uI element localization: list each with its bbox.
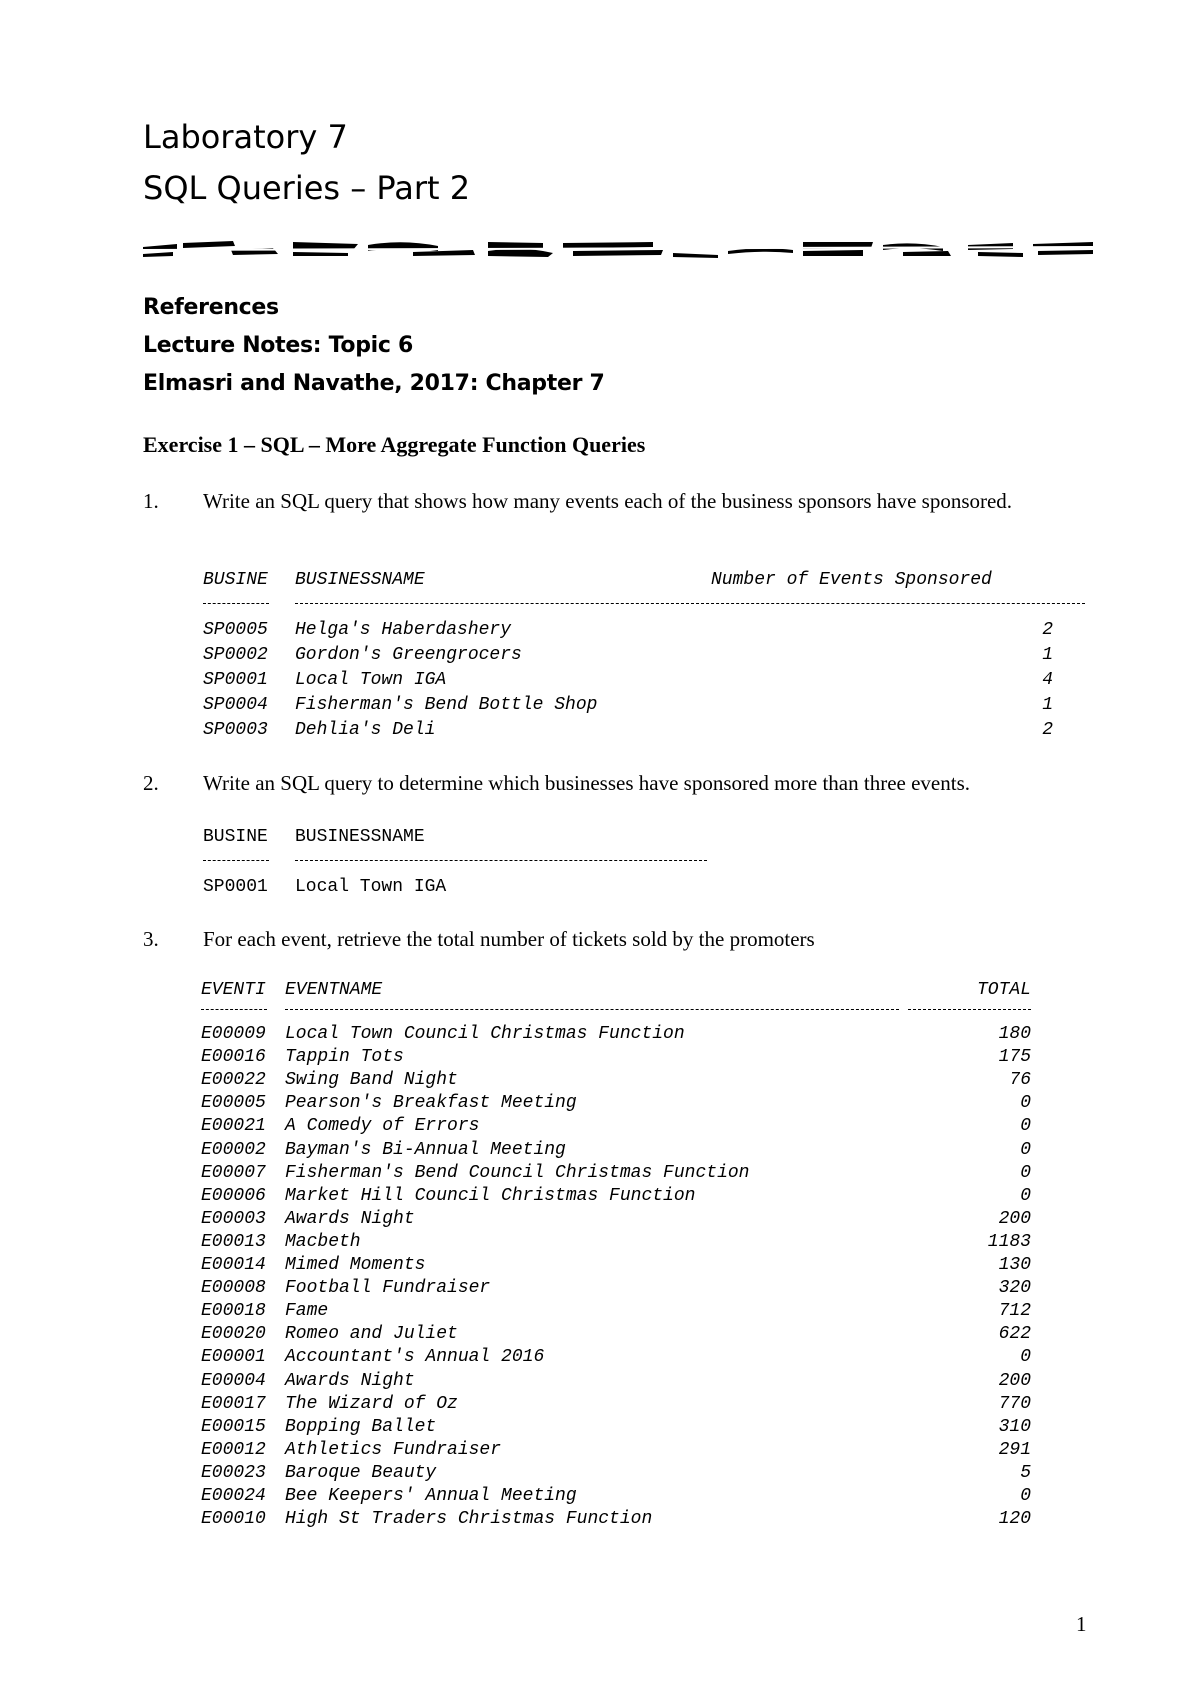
q3-table-header [201, 979, 1031, 1002]
q1-col-name: BUSINESSNAME [295, 570, 425, 590]
question-3-number: 3. [143, 927, 159, 951]
q1-row-id: SP0003 [203, 720, 268, 740]
reference-textbook: Elmasri and Navathe, 2017: Chapter 7 [143, 371, 605, 396]
q3-header-rule-2 [285, 1009, 899, 1010]
table-row [201, 1231, 1031, 1254]
q2-header-rule-1 [203, 860, 269, 861]
question-3 [143, 926, 1093, 954]
q1-row-name: Local Town IGA [295, 670, 447, 690]
q3-row-id: E00017 [201, 1393, 266, 1414]
q1-row-count: 1 [1042, 645, 1053, 665]
q3-row-id: E00003 [201, 1208, 266, 1229]
q1-col-id: BUSINE [203, 570, 268, 590]
table-row [201, 1300, 1031, 1323]
table-row [201, 1023, 1031, 1046]
q1-row-id: SP0005 [203, 620, 268, 640]
q3-row-total: 0 [1020, 1139, 1031, 1160]
q1-col-count: Number of Events Sponsored [711, 570, 992, 590]
q2-table-header [203, 826, 803, 849]
table-row [201, 1346, 1031, 1369]
table-row [201, 1393, 1031, 1416]
q3-row-name: Football Fundraiser [285, 1278, 491, 1299]
table-row [201, 1208, 1031, 1231]
q3-row-total: 180 [998, 1024, 1031, 1044]
q2-table-row [203, 876, 803, 899]
page-number: 1 [1076, 1612, 1087, 1636]
table-row [201, 1370, 1031, 1393]
question-1-number: 1. [143, 489, 159, 513]
q3-row-name: High St Traders Christmas Function [285, 1509, 653, 1530]
q3-col-total: TOTAL [976, 980, 1031, 1000]
q3-row-id: E00021 [201, 1116, 266, 1137]
q3-row-name: Awards Night [285, 1370, 415, 1391]
q3-row-name: Romeo and Juliet [285, 1324, 458, 1345]
question-2 [143, 770, 1093, 798]
q1-table-header [203, 569, 1093, 592]
table-row [201, 1277, 1031, 1300]
q3-col-name: EVENTNAME [285, 980, 383, 1000]
q3-row-id: E00007 [201, 1162, 266, 1183]
table-row [201, 1069, 1031, 1092]
q3-row-id: E00010 [201, 1509, 266, 1530]
q3-row-id: E00014 [201, 1255, 266, 1275]
q3-row-id: E00022 [201, 1070, 266, 1091]
q3-row-name: Fame [285, 1301, 329, 1322]
table-row [201, 1162, 1031, 1185]
table-row [201, 1092, 1031, 1115]
question-1 [143, 488, 1093, 544]
q3-row-total: 76 [1009, 1070, 1031, 1091]
table-row [201, 1508, 1031, 1531]
q3-row-total: 0 [1020, 1486, 1031, 1506]
table-row [201, 1046, 1031, 1069]
q3-row-total: 1183 [987, 1231, 1031, 1252]
q3-row-id: E00004 [201, 1370, 266, 1391]
q3-row-id: E00008 [201, 1278, 266, 1299]
q3-row-id: E00020 [201, 1324, 266, 1345]
q3-row-total: 0 [1020, 1093, 1031, 1114]
q1-row-count: 1 [1042, 695, 1053, 715]
question-3-text: For each event, retrieve the total number of tickets sold by the promoters [203, 927, 815, 951]
q3-row-id: E00018 [201, 1301, 266, 1322]
q3-row-name: Market Hill Council Christmas Function [285, 1185, 696, 1206]
q3-row-name: The Wizard of Oz [285, 1393, 458, 1414]
q1-header-rule-2 [295, 603, 1085, 604]
q3-row-name: Bopping Ballet [285, 1416, 437, 1437]
q3-row-total: 0 [1020, 1116, 1031, 1137]
q1-row-id: SP0001 [203, 670, 268, 690]
q3-row-id: E00006 [201, 1185, 266, 1206]
q3-row-total: 0 [1020, 1162, 1031, 1183]
q3-row-name: Local Town Council Christmas Function [285, 1024, 685, 1044]
q3-row-total: 175 [998, 1047, 1031, 1068]
table-row [201, 1416, 1031, 1439]
q3-row-id: E00023 [201, 1462, 266, 1483]
q1-row-id: SP0002 [203, 645, 268, 665]
q3-row-id: E00015 [201, 1416, 266, 1437]
table-row [201, 1139, 1031, 1162]
q3-row-total: 200 [998, 1370, 1031, 1391]
q3-row-name: Accountant's Annual 2016 [285, 1347, 545, 1368]
decorative-divider [143, 238, 1093, 260]
q3-row-total: 770 [998, 1393, 1031, 1414]
table-row [203, 694, 1053, 717]
question-2-text: Write an SQL query to determine which businesses have sponsored more than three events. [203, 771, 970, 795]
q3-row-name: Fisherman's Bend Council Christmas Function [285, 1162, 750, 1183]
q1-row-name: Fisherman's Bend Bottle Shop [295, 695, 598, 715]
q2-row-id: SP0001 [203, 877, 268, 897]
q1-row-count: 2 [1042, 620, 1053, 640]
q1-row-name: Dehlia's Deli [295, 720, 436, 740]
q3-row-name: Mimed Moments [285, 1255, 426, 1275]
table-row [201, 1462, 1031, 1485]
q1-row-count: 4 [1042, 670, 1053, 690]
q3-row-total: 0 [1020, 1347, 1031, 1368]
q3-row-total: 291 [998, 1439, 1031, 1460]
q3-col-id: EVENTI [201, 980, 266, 1000]
q3-row-name: Macbeth [285, 1231, 361, 1252]
q3-header-rule-3 [908, 1009, 1031, 1010]
q3-row-name: Swing Band Night [285, 1070, 458, 1091]
table-row [201, 1439, 1031, 1462]
q3-row-name: Bayman's Bi-Annual Meeting [285, 1139, 566, 1160]
q3-row-id: E00024 [201, 1486, 266, 1506]
q1-header-rule-1 [203, 603, 269, 604]
q3-row-id: E00005 [201, 1093, 266, 1114]
q3-row-total: 120 [998, 1509, 1031, 1530]
q3-row-name: A Comedy of Errors [285, 1116, 480, 1137]
question-1-text: Write an SQL query that shows how many events each of the business sponsors have sponsored. [203, 489, 1013, 513]
table-row [201, 1115, 1031, 1138]
q3-row-id: E00012 [201, 1439, 266, 1460]
q3-row-id: E00013 [201, 1231, 266, 1252]
q3-row-total: 622 [998, 1324, 1031, 1345]
q3-header-rule-1 [201, 1009, 267, 1010]
table-row [203, 669, 1053, 692]
lab-subtitle: SQL Queries – Part 2 [143, 169, 471, 207]
table-row [201, 1185, 1031, 1208]
q1-row-name: Helga's Haberdashery [295, 620, 512, 640]
q1-row-id: SP0004 [203, 695, 268, 715]
q3-row-total: 130 [998, 1255, 1031, 1275]
q3-row-total: 5 [1020, 1462, 1031, 1483]
table-row [201, 1485, 1031, 1508]
q1-row-count: 2 [1042, 720, 1053, 740]
table-row [203, 644, 1053, 667]
table-row [203, 619, 1053, 642]
q3-row-name: Tappin Tots [285, 1047, 404, 1068]
table-row [201, 1323, 1031, 1346]
table-row [203, 719, 1053, 742]
reference-lecture-notes: Lecture Notes: Topic 6 [143, 333, 414, 358]
q3-row-id: E00001 [201, 1347, 266, 1368]
q3-row-id: E00016 [201, 1047, 266, 1068]
exercise-heading: Exercise 1 – SQL – More Aggregate Function Queries [143, 432, 646, 457]
q3-row-total: 712 [998, 1301, 1031, 1322]
q3-row-name: Athletics Fundraiser [285, 1439, 502, 1460]
q2-col-id: BUSINE [203, 827, 268, 847]
table-row [201, 1254, 1031, 1277]
q3-row-total: 0 [1020, 1185, 1031, 1206]
q3-row-id: E00009 [201, 1024, 266, 1044]
references-heading: References [143, 295, 279, 320]
q3-row-name: Awards Night [285, 1208, 415, 1229]
q3-row-id: E00002 [201, 1139, 266, 1160]
q3-row-name: Bee Keepers' Annual Meeting [285, 1486, 577, 1506]
q3-row-total: 310 [998, 1416, 1031, 1437]
q3-row-total: 320 [998, 1278, 1031, 1299]
q2-row-name: Local Town IGA [295, 877, 447, 897]
q2-col-name: BUSINESSNAME [295, 827, 425, 847]
q3-row-name: Baroque Beauty [285, 1462, 437, 1483]
q1-row-name: Gordon's Greengrocers [295, 645, 522, 665]
lab-title: Laboratory 7 [143, 118, 348, 156]
q3-row-total: 200 [998, 1208, 1031, 1229]
q2-header-rule-2 [295, 860, 707, 861]
q3-row-name: Pearson's Breakfast Meeting [285, 1093, 577, 1114]
question-2-number: 2. [143, 771, 159, 795]
